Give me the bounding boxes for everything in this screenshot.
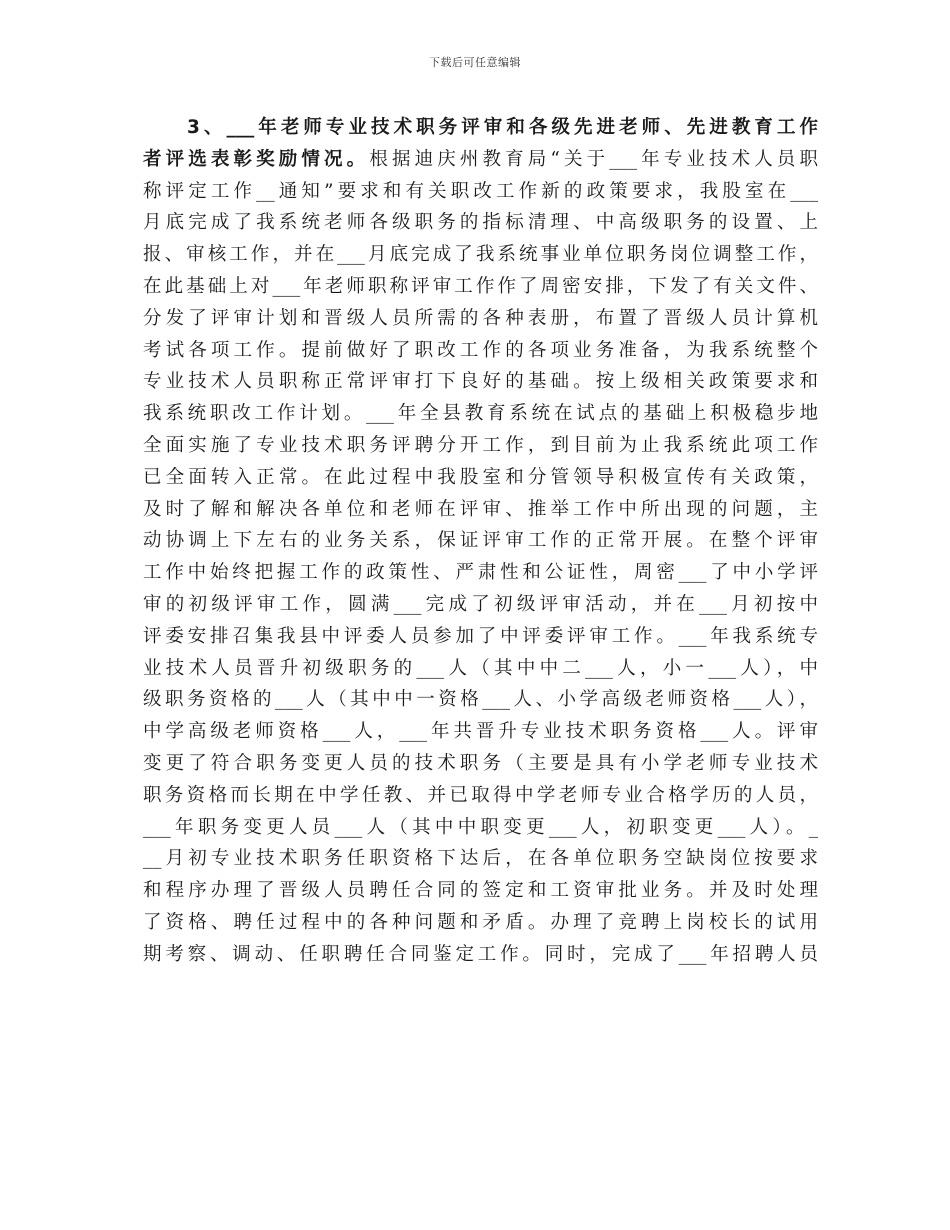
section-heading-continued: 者评选表彰奖励情况。 [143,148,370,170]
paragraph-line: 全面实施了专业技术职务评聘分开工作，到目前为止我系统此项工作 [143,434,818,456]
paragraph-line: 报、审核工作，并在___月底完成了我系统事业单位职务岗位调整工作， [143,244,818,266]
paragraph-line: 专业技术人员职称正常评审打下良好的基础。按上级相关政策要求和 [143,371,818,393]
paragraph-line: 审的初级评审工作，圆满___完成了初级评审活动，并在___月初按中 [143,593,818,615]
paragraph-line: 考试各项工作。提前做好了职改工作的各项业务准备，为我系统整个 [143,339,818,361]
paragraph-line [143,144,818,176]
paragraph-line: 已全面转入正常。在此过程中我股室和分管领导积极宣传有关政策， [143,466,818,488]
paragraph-line: 期考察、调动、任职聘任合同鉴定工作。同时，完成了___年招聘人员 [143,943,818,965]
paragraph-line: ___年职务变更人员___人（其中中职变更___人，初职变更___人）。_ [143,816,818,838]
paragraph-line: __月初专业技术职务任职资格下达后，在各单位职务空缺岗位按要求 [143,848,818,870]
paragraph-line: 和程序办理了晋级人员聘任合同的签定和工资审批业务。并及时处理 [143,880,818,902]
paragraph-line: 级职务资格的___人（其中中一资格___人、小学高级老师资格___人）， [143,689,818,711]
paragraph-line: 称评定工作__通知”要求和有关职改工作新的政策要求，我股室在___ [143,180,818,202]
paragraph-line: 在此基础上对___年老师职称评审工作作了周密安排，下发了有关文件、 [143,275,818,297]
page-header-note: 下载后可任意编辑 [429,56,521,69]
paragraph-line [143,112,818,144]
paragraph-line: 业技术人员晋升初级职务的___人（其中中二___人，小一___人），中 [143,657,818,679]
paragraph-line: 动协调上下左右的业务关系，保证评审工作的正常开展。在整个评审 [143,530,818,552]
paragraph-line: 中学高级老师资格___人，___年共晋升专业技术职务资格___人。评审 [143,721,818,743]
paragraph-line: 了资格、聘任过程中的各种问题和矛盾。办理了竞聘上岗校长的试用 [143,911,818,933]
paragraph-text: 根据迪庆州教育局“关于___年专业技术人员职 [369,148,818,170]
paragraph-line: 月底完成了我系统老师各级职务的指标清理、中高级职务的设置、上 [143,212,818,234]
paragraph-line: 分发了评审计划和晋级人员所需的各种表册，布置了晋级人员计算机 [143,307,818,329]
section-heading: 3、___年老师专业技术职务评审和各级先进老师、先进教育工作 [187,117,818,138]
paragraph-line: 工作中始终把握工作的政策性、严肃性和公证性，周密___了中小学评 [143,562,818,584]
paragraph-line: 我系统职改工作计划。___年全县教育系统在试点的基础上积极稳步地 [143,403,818,425]
paragraph-line: 及时了解和解决各单位和老师在评审、推举工作中所出现的问题，主 [143,498,818,520]
document-body [143,112,818,971]
paragraph-line: 变更了符合职务变更人员的技术职务（主要是具有小学老师专业技术 [143,752,818,774]
paragraph-line: 评委安排召集我县中评委人员参加了中评委评审工作。___年我系统专 [143,625,818,647]
paragraph-line: 职务资格而长期在中学任教、并已取得中学老师专业合格学历的人员， [143,784,818,806]
